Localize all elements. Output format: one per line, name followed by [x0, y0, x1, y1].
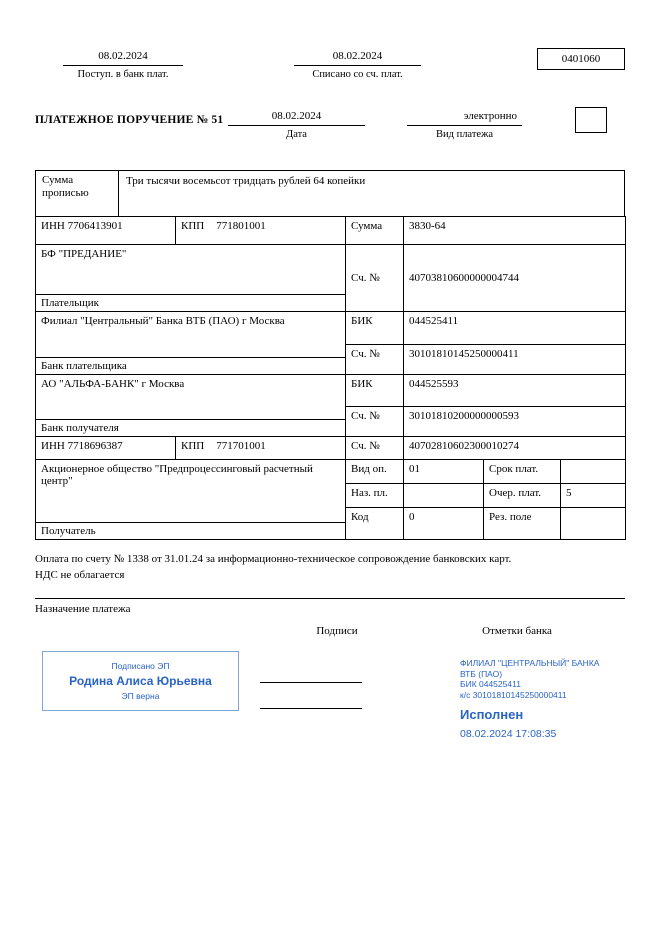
form-code-box — [537, 48, 625, 70]
code-label-cell: Код — [346, 508, 404, 540]
esign-valid-label: ЭП верна — [121, 691, 160, 701]
payment-purpose-label: Назначение платежа — [35, 603, 131, 615]
payment-kind-label: Вид платежа — [435, 129, 493, 140]
payment-purpose-section — [35, 551, 625, 617]
bank-received-date-label: Поступ. в банк плат. — [77, 69, 169, 80]
payer-bank-bik-row — [36, 312, 626, 345]
payer-inn-row — [36, 217, 626, 245]
purpose-code-value-cell — [404, 484, 484, 508]
bank-stamp-status: Исполнен — [460, 707, 524, 722]
document-date-field — [228, 110, 365, 140]
reserve-label-cell: Рез. поле — [484, 508, 561, 540]
payment-purpose-line1: Оплата по счету № 1338 от 31.01.24 за информационно-техническое сопровождение банковских карт. — [35, 553, 512, 565]
payee-kpp-value: 771701001 — [216, 440, 266, 452]
payer-kpp-label: КПП — [181, 220, 205, 232]
payee-account-value-cell: 40702810602300010274 — [404, 437, 626, 460]
payer-bank-cell — [36, 312, 346, 375]
payer-inn-label: ИНН — [41, 220, 65, 232]
esign-stamp — [42, 651, 239, 711]
document-title: ПЛАТЕЖНОЕ ПОРУЧЕНИЕ № 51 — [35, 114, 224, 126]
esign-signer-name: Родина Алиса Юрьевна — [69, 674, 212, 688]
document-date-label: Дата — [286, 129, 307, 140]
payee-bank-account-label-cell: Сч. № — [346, 407, 404, 437]
payee-bank-account-value-cell: 30101810200000000593 — [404, 407, 626, 437]
payer-bank-name: Филиал "Центральный" Банка ВТБ (ПАО) г Москва — [41, 315, 285, 327]
payee-kpp-label: КПП — [181, 440, 205, 452]
payee-bank-bik-label-cell: БИК — [346, 375, 404, 407]
payee-inn-cell — [36, 437, 176, 460]
payee-bank-cell — [36, 375, 346, 437]
bank-marks-label: Отметки банка — [482, 625, 552, 637]
form-code: 0401060 — [561, 53, 601, 65]
signature-line-2 — [260, 708, 362, 709]
payer-section-label: Плательщик — [36, 294, 345, 311]
esign-signed-label: Подписано ЭП — [111, 661, 170, 671]
reserve-value-cell — [561, 508, 626, 540]
payer-inn-value: 7706413901 — [67, 220, 123, 232]
signature-line-1 — [260, 682, 362, 683]
amount-in-words-value: Три тысячи восемьсот тридцать рублей 64 копейки — [126, 175, 366, 187]
payment-purpose-line2: НДС не облагается — [35, 569, 125, 581]
payee-bank-bik-value-cell: 044525593 — [404, 375, 626, 407]
sum-value-cell: 3830-64 — [404, 217, 626, 245]
debited-date-field — [294, 50, 421, 80]
bank-received-date: 08.02.2024 — [63, 50, 183, 66]
bank-stamp-datetime: 08.02.2024 17:08:35 — [460, 728, 557, 740]
bank-stamp-bank-name-2: ВТБ (ПАО) — [460, 668, 503, 679]
payee-inn-row — [36, 437, 626, 460]
status-code-box — [575, 107, 607, 133]
payer-account-value-cell: 40703810600000004744 — [404, 245, 626, 312]
payee-name: Акционерное общество "Предпроцессинговый расчетный центр" — [41, 463, 313, 487]
payer-bank-section-label: Банк плательщика — [36, 357, 345, 374]
priority-label-cell: Очер. плат. — [484, 484, 561, 508]
payer-bank-account-label-cell: Сч. № — [346, 345, 404, 375]
purpose-code-label-cell: Наз. пл. — [346, 484, 404, 508]
payer-bank-account-value-cell: 30101810145250000411 — [404, 345, 626, 375]
pay-term-value-cell — [561, 460, 626, 484]
payer-account-label-cell: Сч. № — [346, 245, 404, 312]
amount-in-words-row — [35, 170, 625, 217]
payee-account-label-cell: Сч. № — [346, 437, 404, 460]
payment-kind-field — [407, 110, 522, 140]
debited-date-label: Списано со сч. плат. — [312, 69, 403, 80]
bank-stamp-corr-account: к/с 30101810145250000411 — [460, 689, 567, 700]
debited-date: 08.02.2024 — [294, 50, 421, 66]
payer-row — [36, 245, 626, 312]
payer-bank-bik-value-cell: 044525411 — [404, 312, 626, 345]
pay-term-label-cell: Срок плат. — [484, 460, 561, 484]
payee-section-label: Получатель — [36, 522, 345, 539]
document-date: 08.02.2024 — [228, 110, 365, 126]
payment-details-table — [35, 216, 626, 540]
priority-value-cell: 5 — [561, 484, 626, 508]
bank-execution-stamp — [460, 658, 632, 741]
payee-bank-bik-row — [36, 375, 626, 407]
payer-kpp-value: 771801001 — [216, 220, 266, 232]
payee-bank-name: АО "АЛЬФА-БАНК" г Москва — [41, 378, 185, 390]
payer-inn-cell — [36, 217, 176, 245]
bank-received-date-field — [63, 50, 183, 80]
payee-inn-value: 7718696387 — [67, 440, 123, 452]
op-kind-value-cell: 01 — [404, 460, 484, 484]
signatures-label: Подписи — [316, 625, 358, 637]
payer-name: БФ "ПРЕДАНИЕ" — [41, 248, 127, 260]
payer-cell — [36, 245, 346, 312]
payee-bank-section-label: Банк получателя — [36, 419, 345, 436]
payment-kind-value: электронно — [407, 110, 522, 126]
amount-in-words-label: Сумма прописью — [36, 171, 119, 216]
payer-kpp-cell — [176, 217, 346, 245]
payer-bank-bik-label-cell: БИК — [346, 312, 404, 345]
operation-kind-row — [36, 460, 626, 484]
payee-inn-label: ИНН — [41, 440, 65, 452]
bank-stamp-bik: БИК 044525411 — [460, 679, 521, 689]
op-kind-label-cell: Вид оп. — [346, 460, 404, 484]
code-value-cell: 0 — [404, 508, 484, 540]
payee-cell — [36, 460, 346, 540]
payee-kpp-cell — [176, 437, 346, 460]
sum-label-cell: Сумма — [346, 217, 404, 245]
bank-stamp-bank-name-1: ФИЛИАЛ "ЦЕНТРАЛЬНЫЙ" БАНКА — [460, 658, 600, 668]
